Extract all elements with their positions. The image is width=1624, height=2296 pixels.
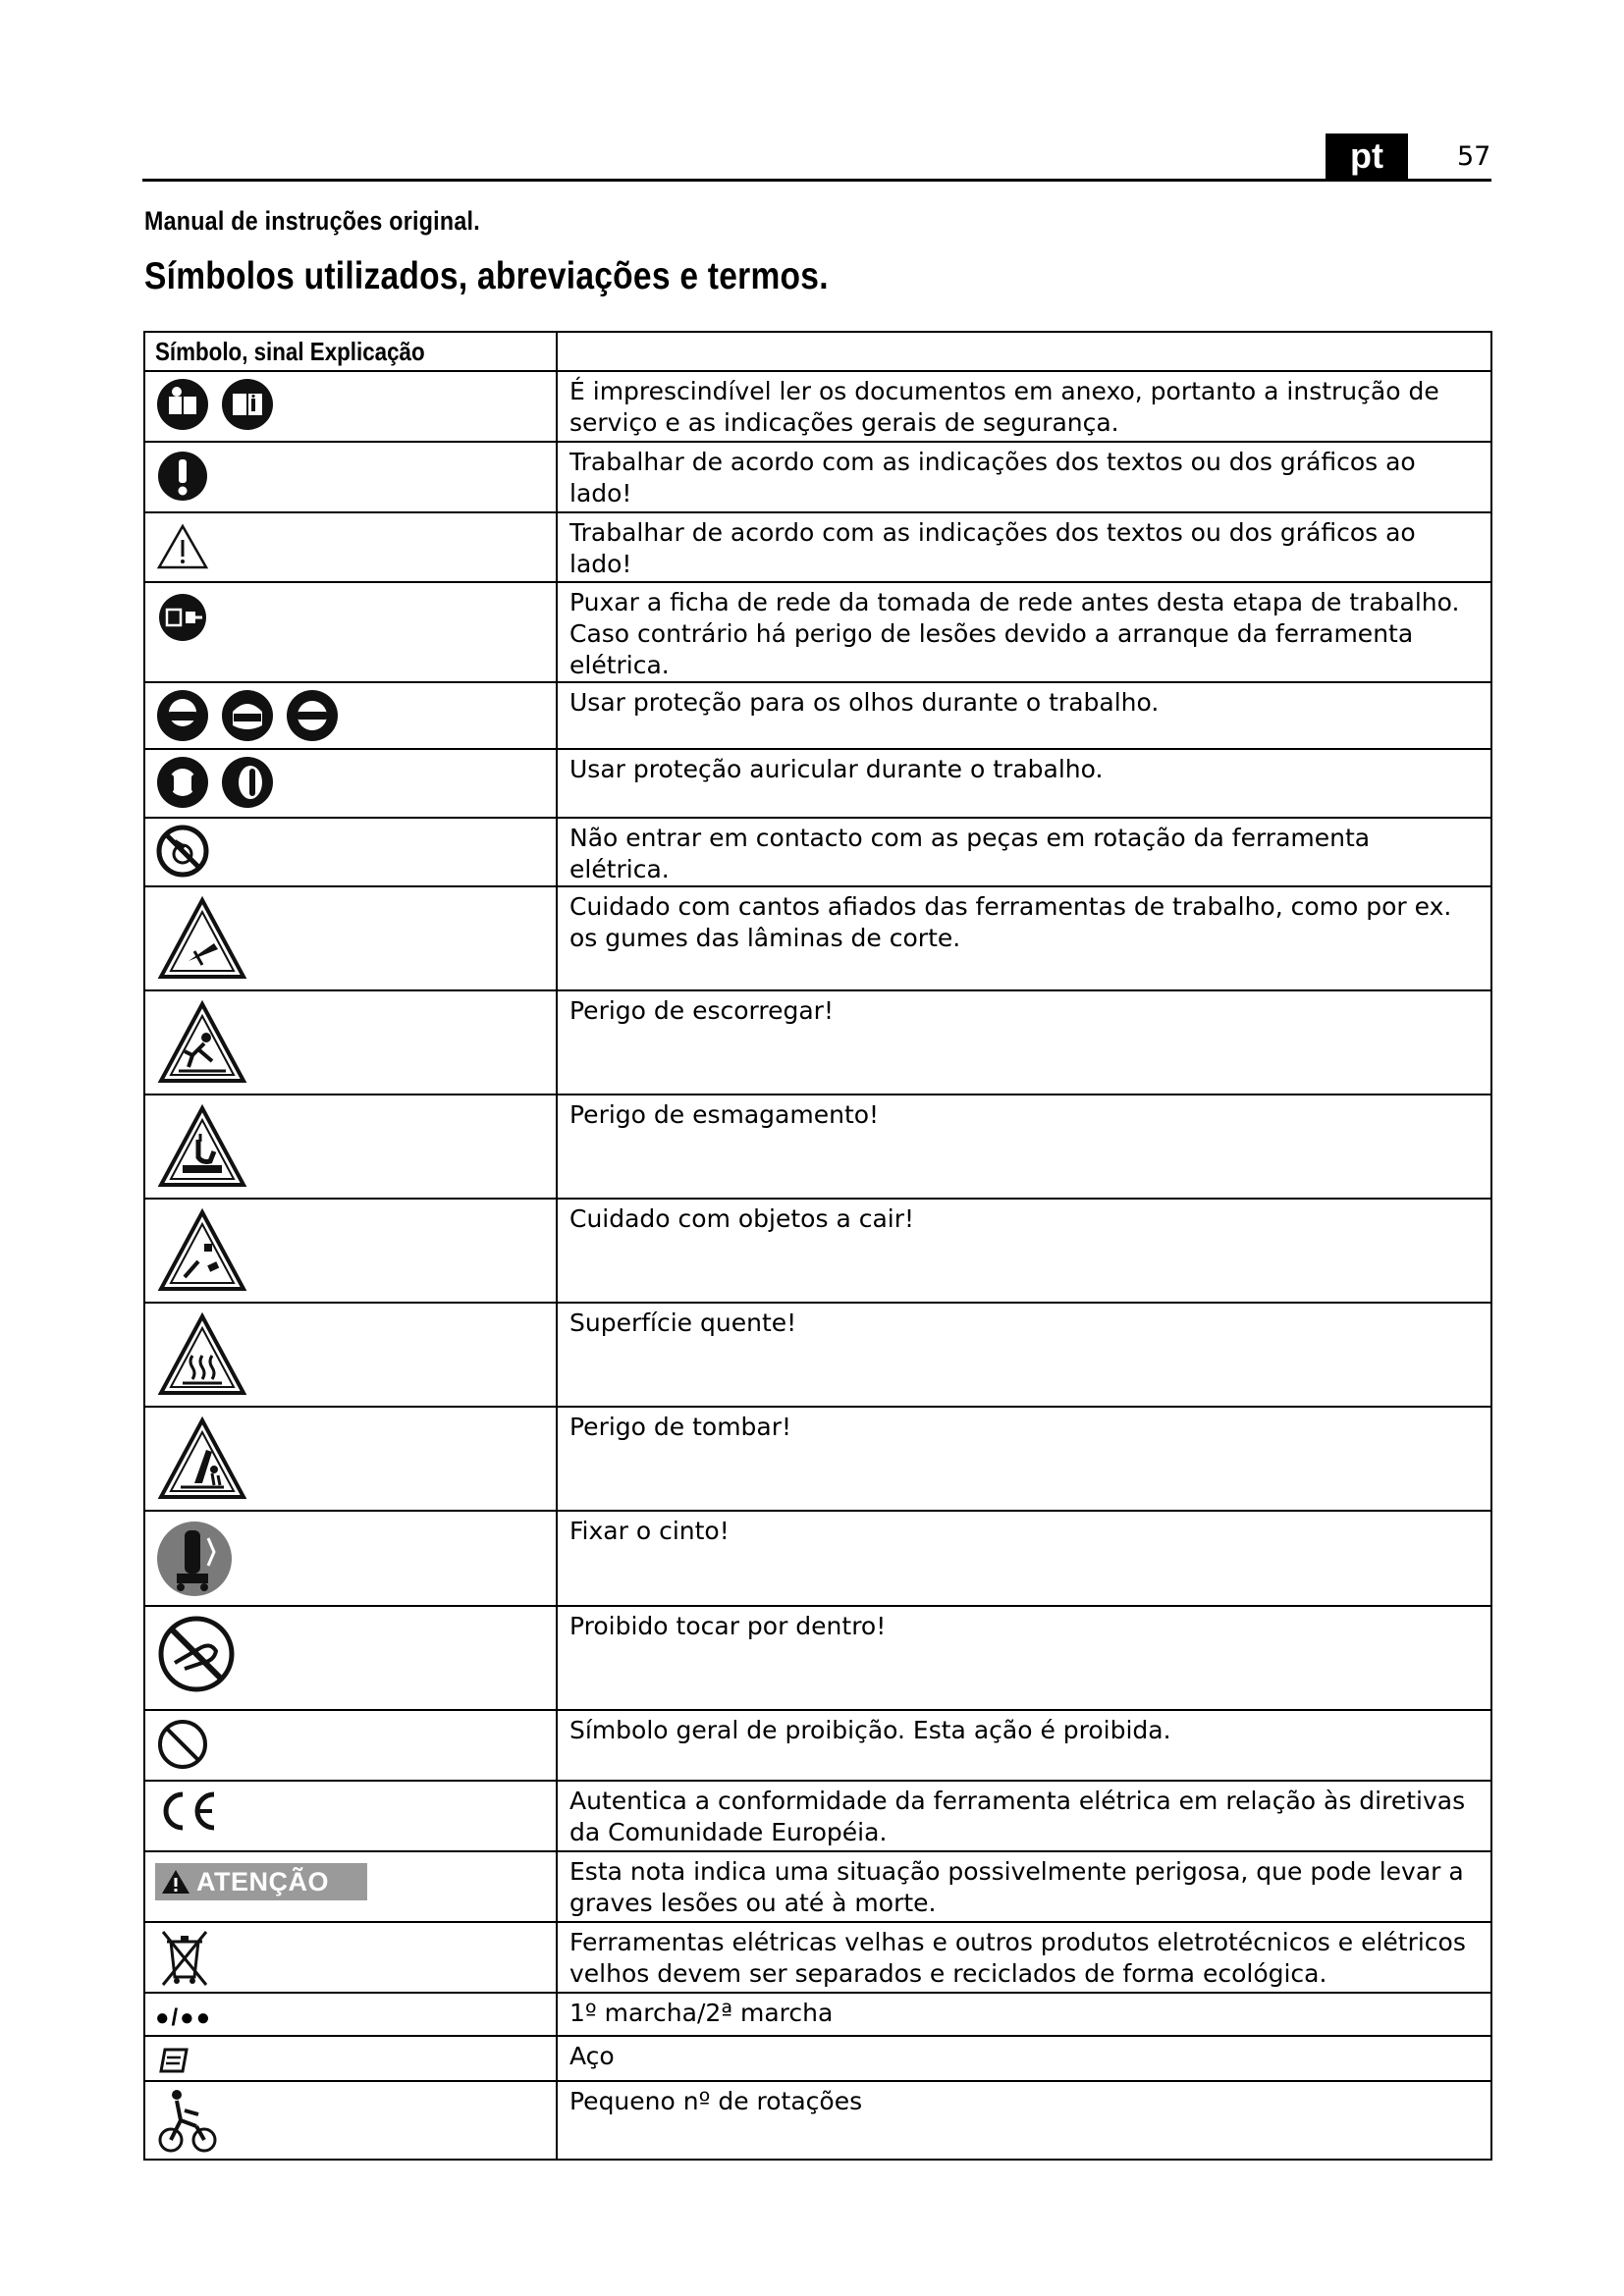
row-text: Usar proteção auricular durante o trabalho. bbox=[557, 749, 1491, 818]
table-row bbox=[144, 1199, 1491, 1303]
row-text: Perigo de esmagamento! bbox=[557, 1095, 1491, 1199]
page-number: 57 bbox=[1457, 141, 1491, 172]
table-row bbox=[144, 2036, 1491, 2081]
no-touch-rotating-icon bbox=[155, 824, 210, 879]
table-row bbox=[144, 1993, 1491, 2036]
ear-muffs-icon bbox=[155, 755, 210, 810]
unplug-icon bbox=[155, 588, 210, 643]
prohibition-icon bbox=[155, 1716, 214, 1773]
row-text: Puxar a ficha de rede da tomada de rede antes desta etapa de trabalho. Caso contrário há perigo de lesões devido a arranque da ferramenta elétrica. bbox=[557, 582, 1491, 682]
weee-bin-icon bbox=[155, 1928, 214, 1989]
row-text: Perigo de escorregar! bbox=[557, 990, 1491, 1095]
hot-surface-warning-icon bbox=[155, 1308, 249, 1399]
table-header: Símbolo, sinal Explicação bbox=[155, 337, 425, 366]
manual-info-icon bbox=[220, 377, 275, 432]
row-text: Superfície quente! bbox=[557, 1303, 1491, 1407]
atencao-label bbox=[155, 1863, 367, 1900]
row-text: Aço bbox=[557, 2036, 1491, 2081]
face-shield-icon bbox=[220, 688, 275, 743]
fasten-belt-icon bbox=[155, 1517, 234, 1601]
table-row bbox=[144, 1303, 1491, 1407]
warning-triangle-icon bbox=[155, 518, 210, 573]
symbols-table bbox=[143, 331, 1492, 2161]
table-row bbox=[144, 1851, 1491, 1922]
row-text: Cuidado com cantos afiados das ferramentas de trabalho, como por ex. os gumes das lâminas de corte. bbox=[557, 886, 1491, 990]
row-text: Não entrar em contacto com as peças em rotação da ferramenta elétrica. bbox=[557, 818, 1491, 886]
row-text: Símbolo geral de proibição. Esta ação é proibida. bbox=[557, 1710, 1491, 1781]
ear-protection-icon bbox=[220, 755, 275, 810]
low-speed-icon bbox=[155, 2087, 220, 2156]
table-row bbox=[144, 1511, 1491, 1606]
row-text: Trabalhar de acordo com as indicações dos textos ou dos gráficos ao lado! bbox=[557, 442, 1491, 512]
document-subtitle: Manual de instruções original. bbox=[144, 206, 480, 236]
header-rule bbox=[142, 179, 1491, 182]
row-text: Trabalhar de acordo com as indicações dos textos ou dos gráficos ao lado! bbox=[557, 512, 1491, 582]
ce-mark-icon bbox=[155, 1787, 224, 1836]
row-text: Cuidado com objetos a cair! bbox=[557, 1199, 1491, 1303]
read-manual-icon bbox=[155, 377, 210, 432]
row-text: Ferramentas elétricas velhas e outros produtos eletrotécnicos e elétricos velhos devem ser separados e reciclados de forma ecológica. bbox=[557, 1922, 1491, 1993]
row-text: Pequeno nº de rotações bbox=[557, 2081, 1491, 2160]
row-text: É imprescindível ler os documentos em anexo, portanto a instrução de serviço e as indicações gerais de segurança. bbox=[557, 371, 1491, 442]
table-header-row bbox=[144, 332, 1491, 371]
table-row bbox=[144, 682, 1491, 749]
table-row bbox=[144, 2081, 1491, 2160]
table-row bbox=[144, 1407, 1491, 1511]
table-row bbox=[144, 1781, 1491, 1851]
language-badge: pt bbox=[1326, 133, 1408, 179]
slip-warning-icon bbox=[155, 996, 249, 1087]
row-text: Fixar o cinto! bbox=[557, 1511, 1491, 1606]
table-row bbox=[144, 886, 1491, 990]
table-row bbox=[144, 990, 1491, 1095]
falling-objects-warning-icon bbox=[155, 1204, 249, 1295]
table-row bbox=[144, 1606, 1491, 1710]
sharp-edges-warning-icon bbox=[155, 892, 249, 983]
table-row bbox=[144, 582, 1491, 682]
row-text: Autentica a conformidade da ferramenta elétrica em relação às diretivas da Comunidade Européia. bbox=[557, 1781, 1491, 1851]
table-row bbox=[144, 371, 1491, 442]
mandatory-exclamation-icon bbox=[155, 448, 210, 505]
table-row bbox=[144, 818, 1491, 886]
row-text: Esta nota indica uma situação possivelmente perigosa, que pode levar a graves lesões ou até à morte. bbox=[557, 1851, 1491, 1922]
table-row bbox=[144, 512, 1491, 582]
row-text: Perigo de tombar! bbox=[557, 1407, 1491, 1511]
table-row bbox=[144, 442, 1491, 512]
row-text: 1º marcha/2ª marcha bbox=[557, 1993, 1491, 2036]
row-text: Proibido tocar por dentro! bbox=[557, 1606, 1491, 1710]
steel-icon bbox=[155, 2042, 194, 2079]
page-title: Símbolos utilizados, abreviações e termos. bbox=[144, 255, 829, 297]
table-row bbox=[144, 1095, 1491, 1199]
row-text: Usar proteção para os olhos durante o trabalho. bbox=[557, 682, 1491, 749]
warning-triangle-icon bbox=[161, 1868, 190, 1896]
table-row bbox=[144, 749, 1491, 818]
table-row bbox=[144, 1922, 1491, 1993]
gear-dots-label: ●/●● bbox=[155, 2004, 213, 2031]
no-reach-inside-icon bbox=[155, 1612, 238, 1696]
atencao-text: ATENÇÃO bbox=[196, 1866, 329, 1896]
table-row bbox=[144, 1710, 1491, 1781]
goggles-icon bbox=[155, 688, 210, 743]
crush-warning-icon bbox=[155, 1100, 249, 1191]
safety-glasses-icon bbox=[285, 688, 340, 743]
tipping-warning-icon bbox=[155, 1413, 249, 1503]
